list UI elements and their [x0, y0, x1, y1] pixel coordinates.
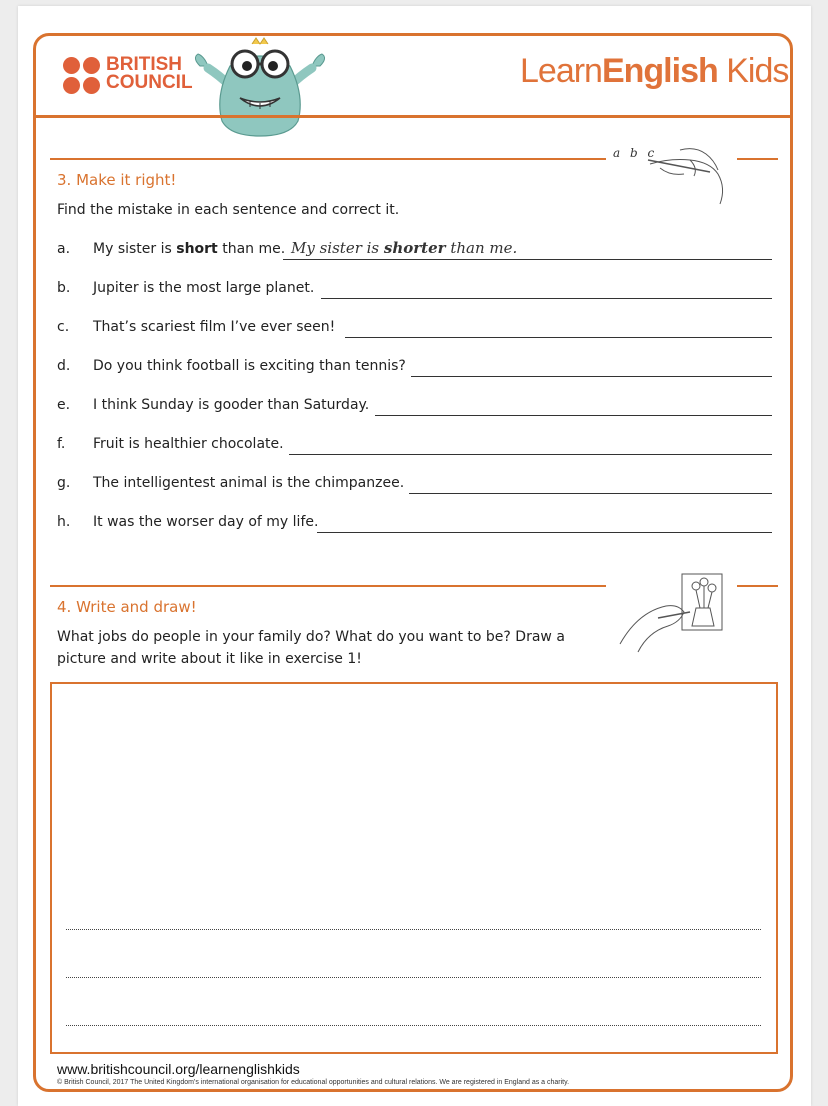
answer-post: than me.: [445, 239, 518, 257]
section4-rule-right: [737, 585, 778, 587]
exercise-item-c: [57, 319, 772, 339]
section4-instruction-line1: What jobs do people in your family do? What do you want to be? Draw a: [57, 629, 565, 645]
drawing-area[interactable]: [50, 682, 778, 1054]
answer-pre: My sister is: [291, 239, 384, 257]
answer-line[interactable]: [345, 337, 772, 338]
section4-instruction-line2: picture and write about it like in exercise 1!: [57, 651, 362, 667]
footer-url: www.britishcouncil.org/learnenglishkids: [57, 1061, 300, 1077]
abc-label: a b c: [613, 146, 658, 160]
monster-mascot-icon: [190, 36, 330, 141]
bc-logo-line2: COUNCIL: [106, 72, 193, 93]
writing-line-2[interactable]: [66, 977, 761, 978]
item-letter: f.: [57, 436, 66, 452]
answer-line[interactable]: [283, 259, 772, 260]
le-logo-kids: Kids: [717, 52, 789, 90]
item-sentence: The intelligentest animal is the chimpanzee.: [93, 475, 405, 491]
item-letter: a.: [57, 241, 71, 257]
example-answer: [291, 239, 517, 257]
exercise-item-b: [57, 280, 772, 300]
footer-copyright: © British Council, 2017 The United Kingdom’s international organisation for educational opportunities and cultural relations. We are registered in England as a charity.: [57, 1079, 570, 1086]
british-council-logo: [63, 56, 203, 96]
item-letter: e.: [57, 397, 71, 413]
item-sentence: That’s scariest film I’ve ever seen!: [93, 319, 336, 335]
item-sentence-pre: My sister is: [93, 241, 177, 257]
section4-rule-left: [50, 585, 606, 587]
writing-line-1[interactable]: [66, 929, 761, 930]
answer-line[interactable]: [321, 298, 772, 299]
answer-line[interactable]: [375, 415, 772, 416]
answer-line[interactable]: [317, 532, 772, 533]
exercise-item-g: [57, 475, 772, 495]
item-sentence: [93, 241, 285, 257]
item-letter: b.: [57, 280, 71, 296]
hand-drawing-icon: [618, 572, 728, 654]
writing-line-3[interactable]: [66, 1025, 761, 1026]
item-letter: h.: [57, 514, 71, 530]
le-logo-learn: Learn: [520, 52, 602, 90]
learnenglish-kids-logo: [520, 52, 788, 91]
header-divider: [36, 115, 790, 118]
exercise-item-a: [57, 241, 772, 261]
answer-line[interactable]: [289, 454, 772, 455]
exercise-item-h: [57, 514, 772, 534]
item-sentence: It was the worser day of my life.: [93, 514, 319, 530]
exercise-item-e: [57, 397, 772, 417]
section3-title: 3. Make it right!: [57, 171, 177, 189]
section3-instruction: Find the mistake in each sentence and correct it.: [57, 202, 400, 218]
item-letter: d.: [57, 358, 71, 374]
item-sentence: Do you think football is exciting than tennis?: [93, 358, 406, 374]
answer-bold: shorter: [383, 239, 446, 257]
item-letter: g.: [57, 475, 71, 491]
item-mistake-word: short: [176, 241, 218, 257]
section3-rule-right: [737, 158, 778, 160]
exercise-item-f: [57, 436, 772, 456]
item-letter: c.: [57, 319, 70, 335]
item-sentence: Jupiter is the most large planet.: [93, 280, 315, 296]
le-logo-english: English: [601, 52, 718, 90]
item-sentence: Fruit is healthier chocolate.: [93, 436, 284, 452]
item-sentence-post: than me.: [217, 241, 286, 257]
section4-title: 4. Write and draw!: [57, 598, 197, 616]
hand-writing-icon: [640, 140, 735, 206]
answer-line[interactable]: [409, 493, 772, 494]
section3-rule-left: [50, 158, 606, 160]
exercise-item-d: [57, 358, 772, 378]
item-sentence: I think Sunday is gooder than Saturday.: [93, 397, 370, 413]
answer-line[interactable]: [411, 376, 772, 377]
british-council-dots-icon: [63, 57, 103, 95]
bc-logo-line1: BRITISH: [106, 54, 182, 75]
